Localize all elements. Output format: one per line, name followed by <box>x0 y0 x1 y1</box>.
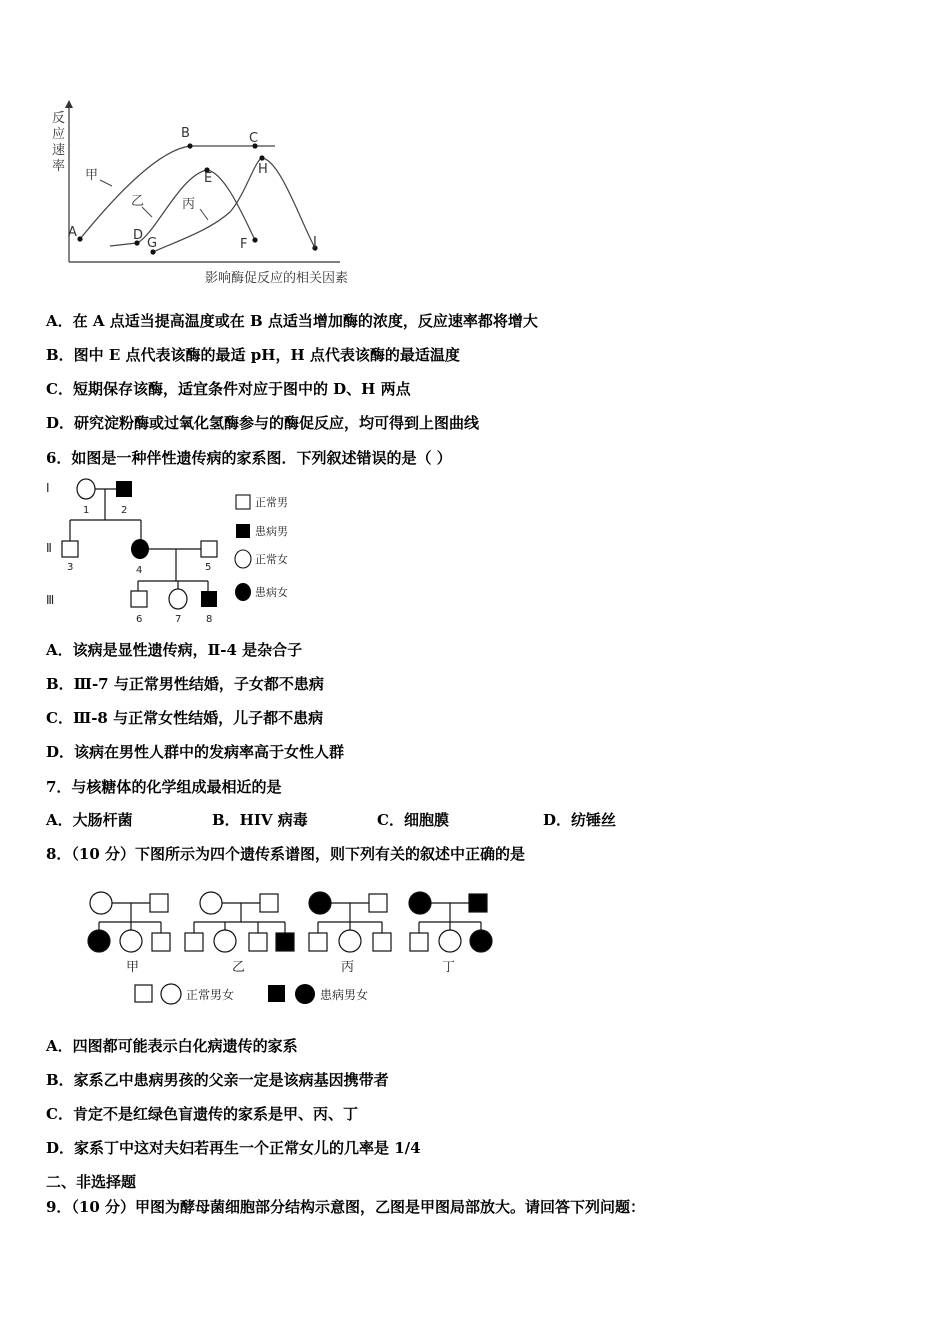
y-axis-arrow <box>65 100 73 108</box>
q8-stem: 8．（10 分）下图所示为四个遗传系谱图，则下列有关的叙述中正确的是 <box>46 845 526 863</box>
curve-jia <box>80 146 275 239</box>
svg-text:5: 5 <box>205 562 212 573</box>
svg-text:患病女: 患病女 <box>255 586 288 599</box>
svg-text:4: 4 <box>136 565 143 576</box>
svg-text:速: 速 <box>52 143 66 158</box>
svg-text:D: D <box>133 228 144 243</box>
pedigree-legend <box>235 495 288 601</box>
q7-option-a: A．大肠杆菌 <box>46 811 133 829</box>
svg-text:正常男女: 正常男女 <box>186 988 235 1002</box>
svg-text:E: E <box>204 171 213 186</box>
q5-option-a: A．在 A 点适当提高温度或在 B 点适当增加酶的浓度，反应速率都将增大 <box>46 312 538 330</box>
q8-option-c: C．肯定不是红绿色盲遗传的家系是甲、丙、丁 <box>46 1105 358 1123</box>
svg-text:正常女: 正常女 <box>255 553 288 566</box>
individual-4 <box>131 539 149 559</box>
svg-text:丁: 丁 <box>442 960 456 975</box>
point-letters <box>68 126 317 252</box>
q7-option-d: D．纺锤丝 <box>543 811 617 829</box>
q8-option-b: B．家系乙中患病男孩的父亲一定是该病基因携带者 <box>46 1071 389 1089</box>
curve-bing <box>153 158 315 252</box>
svg-text:1: 1 <box>83 505 90 516</box>
q6-option-d: D．该病在男性人群中的发病率高于女性人群 <box>46 743 345 761</box>
q5-option-b: B．图中 E 点代表该酶的最适 pH，H 点代表该酶的最适温度 <box>46 346 460 364</box>
q7-option-b: B．HIV 病毒 <box>212 811 308 829</box>
svg-text:正常男: 正常男 <box>255 496 288 509</box>
svg-text:8: 8 <box>206 614 213 625</box>
section-heading: 二、非选择题 <box>46 1173 137 1191</box>
individual-7 <box>169 589 187 609</box>
individual-3 <box>62 541 78 557</box>
svg-text:F: F <box>240 237 248 252</box>
svg-text:患病男女: 患病男女 <box>320 988 369 1002</box>
svg-text:Ⅱ: Ⅱ <box>46 541 52 555</box>
family-captions <box>126 960 455 975</box>
q8-legend <box>135 984 368 1004</box>
q6-option-c: C．Ⅲ-8 与正常女性结婚，儿子都不患病 <box>46 709 324 727</box>
svg-text:H: H <box>258 162 268 177</box>
svg-text:Ⅲ: Ⅲ <box>46 593 55 607</box>
generation-labels <box>46 481 54 607</box>
y-axis-label <box>52 111 65 174</box>
svg-text:B: B <box>181 126 190 141</box>
individual-6 <box>131 591 147 607</box>
q9-stem: 9．（10 分）甲图为酵母菌细胞部分结构示意图，乙图是甲图局部放大。请回答下列问题： <box>46 1198 646 1216</box>
enzyme-rate-figure <box>40 100 380 292</box>
svg-text:7: 7 <box>175 614 182 625</box>
q5-option-c: C．短期保存该酶，适宜条件对应于图中的 D、H 两点 <box>46 380 411 398</box>
svg-text:J: J <box>313 235 317 250</box>
svg-text:2: 2 <box>121 505 128 516</box>
curve-points <box>77 143 317 254</box>
svg-text:乙: 乙 <box>232 960 246 975</box>
svg-text:丙: 丙 <box>182 197 196 212</box>
q7-stem: 7．与核糖体的化学组成最相近的是 <box>46 778 282 796</box>
svg-text:甲: 甲 <box>126 960 140 975</box>
svg-text:Ⅰ: Ⅰ <box>46 481 50 495</box>
svg-text:甲: 甲 <box>85 168 99 183</box>
pedigree-figure-q8 <box>80 885 500 1010</box>
individual-2 <box>116 481 132 497</box>
individual-8 <box>201 591 217 607</box>
q6-option-b: B．Ⅲ-7 与正常男性结婚，子女都不患病 <box>46 675 324 693</box>
individual-5 <box>201 541 217 557</box>
svg-text:3: 3 <box>67 562 74 573</box>
svg-text:丙: 丙 <box>341 960 355 975</box>
svg-text:反: 反 <box>52 111 66 126</box>
x-axis-label: 影响酶促反应的相关因素 <box>205 271 349 286</box>
svg-text:C: C <box>249 131 259 146</box>
svg-text:应: 应 <box>52 127 66 142</box>
svg-text:率: 率 <box>52 159 66 174</box>
svg-text:乙: 乙 <box>131 194 145 209</box>
q8-option-d: D．家系丁中这对夫妇若再生一个正常女儿的几率是 1/4 <box>46 1139 421 1157</box>
q6-option-a: A．该病是显性遗传病，Ⅱ-4 是杂合子 <box>46 641 303 659</box>
svg-text:6: 6 <box>136 614 143 625</box>
q7-option-c: C．细胞膜 <box>377 811 449 829</box>
individual-1 <box>77 479 95 499</box>
svg-text:患病男: 患病男 <box>255 525 288 538</box>
svg-text:A: A <box>68 225 77 240</box>
q6-stem: 6．如图是一种伴性遗传病的家系图．下列叙述错误的是（ ） <box>46 449 452 467</box>
pedigree-figure-q6 <box>40 473 310 631</box>
q8-option-a: A．四图都可能表示白化病遗传的家系 <box>46 1037 298 1055</box>
q5-option-d: D．研究淀粉酶或过氧化氢酶参与的酶促反应，均可得到上图曲线 <box>46 414 480 432</box>
svg-text:G: G <box>147 236 158 251</box>
